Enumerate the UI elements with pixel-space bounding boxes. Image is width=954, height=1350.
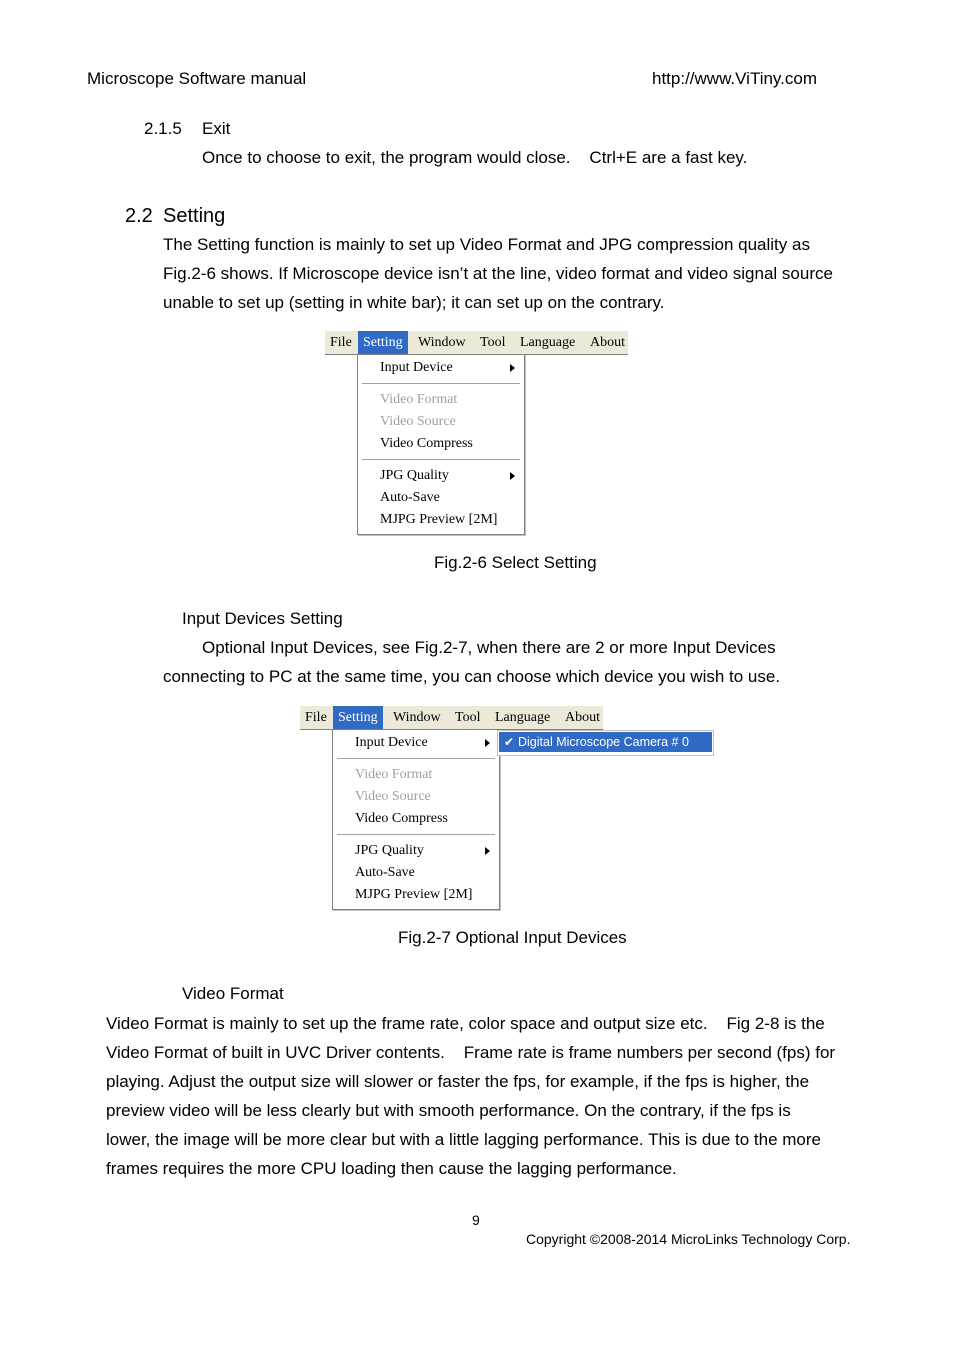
menu-item-mjpg-preview[interactable]: MJPG Preview [2M] xyxy=(380,512,498,527)
submenu-item-camera[interactable] xyxy=(499,732,712,752)
menu-item-jpg-quality[interactable] xyxy=(358,465,524,487)
section-215-title: Exit xyxy=(202,119,231,138)
section-22-line: unable to set up (setting in white bar); it can set up on the contrary. xyxy=(163,293,665,312)
menu-file[interactable]: File xyxy=(305,710,327,725)
section-22-line: The Setting function is mainly to set up Video Format and JPG compression quality as xyxy=(163,235,810,254)
menu-window[interactable]: Window xyxy=(393,710,441,725)
submenu-item-label: Digital Microscope Camera # 0 xyxy=(518,735,689,749)
copyright: Copyright ©2008-2014 MicroLinks Technology Corp. xyxy=(526,1231,851,1247)
menu-about[interactable]: About xyxy=(590,335,625,350)
video-format-heading: Video Format xyxy=(182,984,284,1003)
menu-item-video-source: Video Source xyxy=(355,789,431,804)
section-215-text: Once to choose to exit, the program would close. Ctrl+E are a fast key. xyxy=(202,148,748,167)
menu-item-mjpg-preview[interactable]: MJPG Preview [2M] xyxy=(355,887,473,902)
menu-item-video-format: Video Format xyxy=(355,767,433,782)
input-devices-heading: Input Devices Setting xyxy=(182,609,343,628)
check-icon: ✔ xyxy=(504,735,515,749)
menu-item-label: JPG Quality xyxy=(355,843,424,858)
menu-item-video-format: Video Format xyxy=(380,392,458,407)
header-url[interactable]: http://www.ViTiny.com xyxy=(652,69,818,88)
fig-2-7-screenshot xyxy=(300,706,716,911)
section-22-number: 2.2 xyxy=(125,205,153,227)
header-title: Microscope Software manual xyxy=(87,69,307,88)
menu-tool[interactable]: Tool xyxy=(455,710,481,725)
video-format-line: Video Format is mainly to set up the frame rate, color space and output size etc. Fig 2-8 is the xyxy=(106,1014,825,1033)
menu-item-auto-save[interactable]: Auto-Save xyxy=(380,490,440,505)
menu-file[interactable]: File xyxy=(330,335,352,350)
menu-item-label: Input Device xyxy=(380,360,453,375)
video-format-line: preview video will be less clearly but with smooth performance. On the contrary, if the fps is xyxy=(106,1101,791,1120)
menu-separator xyxy=(337,758,495,759)
menu-item-input-device[interactable] xyxy=(333,732,499,754)
menu-window[interactable]: Window xyxy=(418,335,466,350)
submenu-arrow-icon xyxy=(485,847,490,855)
menu-setting[interactable]: Setting xyxy=(358,331,408,354)
menu-item-video-compress[interactable]: Video Compress xyxy=(355,811,448,826)
fig-2-6-screenshot xyxy=(325,331,630,536)
fig-2-7-caption: Fig.2-7 Optional Input Devices xyxy=(398,928,627,947)
video-format-line: playing. Adjust the output size will slower or faster the fps, for example, if the fps is higher, the xyxy=(106,1072,810,1091)
submenu-arrow-icon xyxy=(485,739,490,747)
video-format-line: Video Format of built in UVC Driver contents. Frame rate is frame numbers per second (fps) for xyxy=(106,1043,836,1062)
setting-dropdown xyxy=(332,729,500,910)
input-devices-line: Optional Input Devices, see Fig.2-7, when there are 2 or more Input Devices xyxy=(202,638,776,657)
menu-language[interactable]: Language xyxy=(495,710,551,725)
menu-tool[interactable]: Tool xyxy=(480,335,506,350)
setting-dropdown xyxy=(357,354,525,535)
menu-separator xyxy=(337,834,495,835)
menubar xyxy=(325,331,628,355)
menu-about[interactable]: About xyxy=(565,710,600,725)
fig-2-6-caption: Fig.2-6 Select Setting xyxy=(434,553,597,572)
video-format-body xyxy=(106,1009,835,1183)
menu-item-label: JPG Quality xyxy=(380,468,449,483)
menu-setting[interactable]: Setting xyxy=(333,706,383,729)
input-devices-line: connecting to PC at the same time, you can choose which device you wish to use. xyxy=(163,667,781,686)
menu-language[interactable]: Language xyxy=(520,335,576,350)
menubar xyxy=(300,706,603,730)
section-215-number: 2.1.5 xyxy=(144,119,182,138)
menu-item-video-compress[interactable]: Video Compress xyxy=(380,436,473,451)
menu-item-video-source: Video Source xyxy=(380,414,456,429)
menu-item-label: Input Device xyxy=(355,735,428,750)
menu-item-auto-save[interactable]: Auto-Save xyxy=(355,865,415,880)
section-22-title: Setting xyxy=(163,205,226,227)
section-22-line: Fig.2-6 shows. If Microscope device isn’t at the line, video format and video signal source xyxy=(163,264,833,283)
video-format-line: frames requires the more CPU loading then cause the lagging performance. xyxy=(106,1159,677,1178)
menu-separator xyxy=(362,383,520,384)
section-22-body xyxy=(163,230,833,317)
page-number: 9 xyxy=(472,1212,480,1228)
menu-item-input-device[interactable] xyxy=(358,357,524,379)
submenu-arrow-icon xyxy=(510,472,515,480)
video-format-line: lower, the image will be more clear but with a little lagging performance. This is due to the more xyxy=(106,1130,821,1149)
menu-item-jpg-quality[interactable] xyxy=(333,840,499,862)
menu-separator xyxy=(362,459,520,460)
input-device-submenu xyxy=(497,730,714,756)
submenu-arrow-icon xyxy=(510,364,515,372)
